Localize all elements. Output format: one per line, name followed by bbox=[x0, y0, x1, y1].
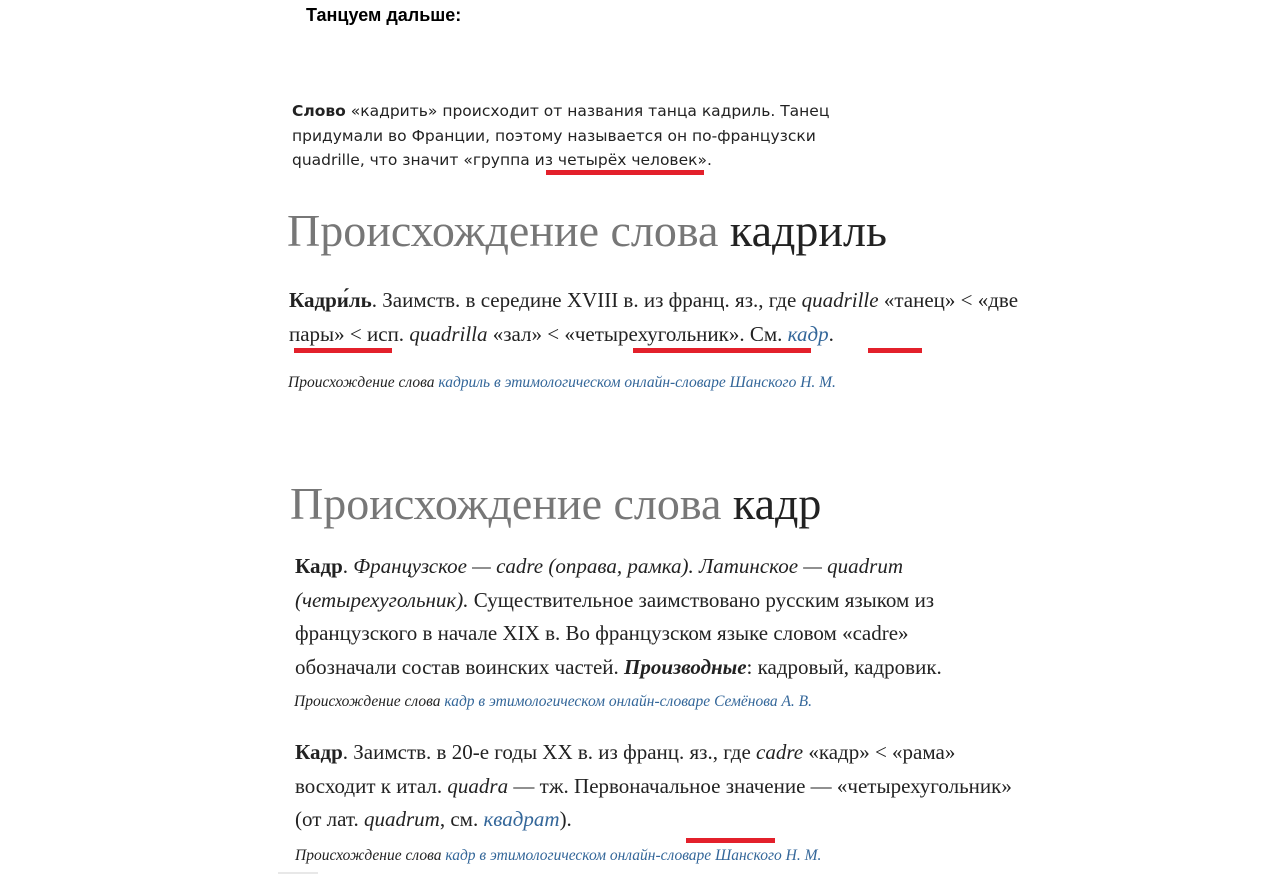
entry-text: : кадровый, кадровик. bbox=[746, 654, 942, 679]
entry-headword: Кадр bbox=[295, 740, 343, 764]
underline-marker bbox=[546, 170, 704, 175]
source-line bbox=[288, 374, 836, 392]
entry-text: . Заимств. в середине XVIII в. из франц. яз., где bbox=[371, 288, 802, 312]
divider bbox=[278, 872, 318, 874]
entry-text: . Заимств. в 20-е годы XX в. из франц. яз., где bbox=[342, 740, 757, 764]
heading-prefix: Происхождение слова bbox=[290, 478, 722, 529]
source-link[interactable]: кадр в этимологическом онлайн-словаре Семёнова А. В. bbox=[444, 693, 813, 710]
underline-marker bbox=[633, 348, 811, 353]
origin-heading-kadr bbox=[290, 479, 821, 529]
intro-text: «кадрить» происходит от названия танца кадриль. Танец придумали во Франции, поэтому называется он по-французски quadrille, что значит «группа из четырёх человек». bbox=[292, 102, 830, 169]
entry-italic: quadrum bbox=[364, 807, 440, 831]
entry-headword: Кадр bbox=[295, 554, 343, 578]
entry-italic: cadre bbox=[756, 740, 804, 764]
entry-text: «кадр» < «рама» восходит к итал. bbox=[295, 740, 956, 798]
source-link[interactable]: кадр в этимологическом онлайн-словаре Шанского Н. М. bbox=[445, 847, 822, 864]
entry-text: , см. bbox=[439, 807, 484, 831]
entry-text: — тж. Первоначальное значение — «четырехугольник» (от лат. bbox=[295, 773, 1012, 831]
origin-heading-kadril bbox=[287, 206, 887, 256]
entry-text: . bbox=[342, 554, 354, 578]
entry-italic: quadra bbox=[447, 773, 509, 798]
intro-lead-word: Слово bbox=[292, 102, 346, 120]
entry-text: «зал» < «четырехугольник». См. bbox=[487, 321, 788, 346]
heading-prefix: Происхождение слова bbox=[287, 205, 719, 256]
dictionary-entry-kadr-semenov bbox=[295, 550, 1010, 684]
intro-paragraph bbox=[292, 99, 892, 173]
source-prefix: Происхождение слова bbox=[288, 374, 439, 391]
link-kvadrat[interactable]: квадрат bbox=[483, 807, 560, 831]
underline-marker bbox=[294, 348, 392, 353]
heading-word: кадр bbox=[732, 478, 822, 529]
entry-text: ). bbox=[559, 807, 572, 831]
source-line bbox=[295, 847, 821, 865]
source-link[interactable]: кадриль в этимологическом онлайн-словаре Шанского Н. М. bbox=[438, 374, 836, 391]
heading-word: кадриль bbox=[729, 205, 887, 256]
underline-marker bbox=[686, 838, 775, 843]
entry-italic: quadrille bbox=[801, 288, 879, 312]
entry-italic: Французское — cadre (оправа, рамка). Латинское — quadrum (четырехугольник). bbox=[295, 554, 904, 612]
dictionary-entry-kadr-shansky bbox=[295, 736, 1015, 837]
entry-headword: Кадри́ль bbox=[289, 288, 372, 312]
entry-italic: quadrilla bbox=[409, 321, 488, 346]
source-line bbox=[294, 693, 812, 711]
entry-text: . bbox=[828, 321, 834, 346]
entry-text: «танец» < «две пары» < исп. bbox=[289, 288, 1019, 346]
entry-derivatives-label: Производные bbox=[624, 654, 747, 679]
entry-text: Существительное заимствовано русским языком из французского в начале XIX в. Во французском языке словом «cadre» обозначали состав воинских частей. bbox=[295, 587, 935, 679]
dictionary-entry-kadril bbox=[289, 284, 1049, 351]
underline-marker bbox=[868, 348, 922, 353]
link-kadr[interactable]: кадр bbox=[787, 321, 829, 346]
source-prefix: Происхождение слова bbox=[294, 693, 445, 710]
section-heading: Танцуем дальше: bbox=[306, 5, 462, 25]
source-prefix: Происхождение слова bbox=[295, 847, 446, 864]
